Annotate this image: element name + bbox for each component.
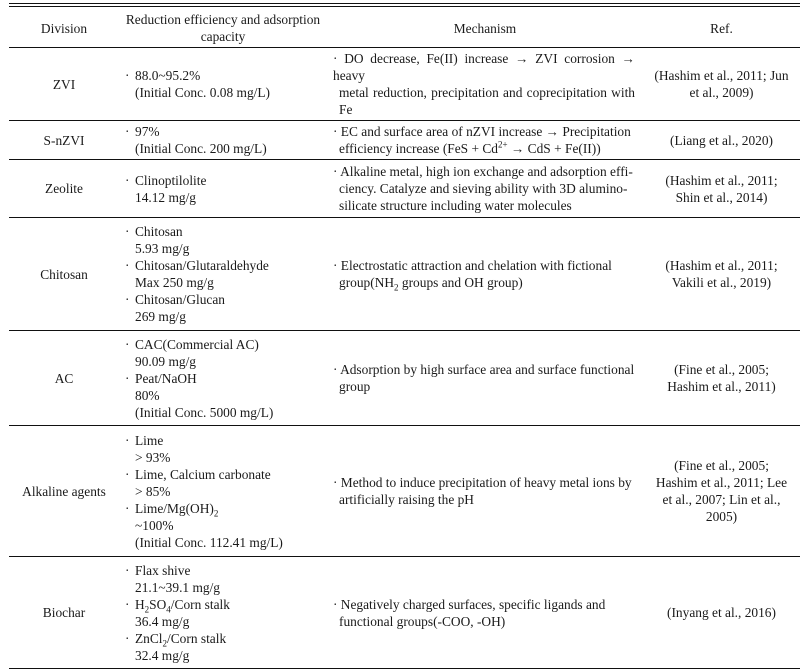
ref-cell: (Inyang et al., 2016) — [643, 557, 800, 669]
mechanism-cell: · Adsorption by high surface area and surface functional group — [327, 331, 643, 426]
mechanism-cell: · EC and surface area of nZVI increase → Precipitation efficiency increase ($FeS + Cd^{2+}$ → CdS + Fe(II)) — [327, 121, 643, 160]
list-item: · 97% — [125, 124, 160, 139]
table — [9, 7, 800, 669]
efficiency-cell: · 88.0~95.2% (Initial Conc. 0.08 mg/L) — [119, 48, 327, 121]
efficiency-cell: · Lime > 93% · Lime, Calcium carbonate > 85% · Lime/$Mg(OH)_2$ ~100% (Initial Conc. 112.41 mg/L) — [119, 426, 327, 557]
header-ref: Ref. — [643, 7, 800, 48]
ref-cell: (Fine et al., 2005; Hashim et al., 2011) — [643, 331, 800, 426]
list-item: · Lime — [125, 432, 164, 448]
ref-cell: (Liang et al., 2020) — [643, 121, 800, 160]
division-cell: Chitosan — [9, 218, 119, 331]
list-item: · Lime/$Mg(OH)_2$ — [125, 500, 219, 519]
ref-cell: (Hashim et al., 2011; Jun et al., 2009) — [643, 48, 800, 121]
list-item: · Clinoptilolite — [125, 172, 207, 188]
table-row-alkaline-agents — [9, 426, 800, 557]
table-row-zeolite — [9, 160, 800, 218]
mechanism-cell: · DO decrease, Fe(II) increase → ZVI corrosion → heavy metal reduction, precipitation and coprecipitation with Fe — [327, 48, 643, 121]
division-cell: Biochar — [9, 557, 119, 669]
efficiency-cell: · Chitosan 5.93 mg/g · Chitosan/Glutaraldehyde Max 250 mg/g · Chitosan/Glucan 269 mg/g — [119, 218, 327, 331]
header-mechanism: Mechanism — [327, 7, 643, 48]
efficiency-cell: · Clinoptilolite 14.12 mg/g — [119, 160, 327, 218]
division-cell: ZVI — [9, 48, 119, 121]
division-cell: Alkaline agents — [9, 426, 119, 557]
efficiency-cell: · 97% (Initial Conc. 200 mg/L) — [119, 121, 327, 160]
comparison-table — [9, 3, 800, 669]
list-item: · $H_2SO_4$/Corn stalk — [125, 596, 230, 615]
ref-cell: (Hashim et al., 2011; Vakili et al., 2019) — [643, 218, 800, 331]
list-item: · ZnCl$_2$/Corn stalk — [125, 630, 227, 649]
list-item: · Chitosan — [125, 224, 183, 239]
list-item: · Peat/NaOH — [125, 370, 197, 386]
list-item: · Chitosan/Glutaraldehyde — [125, 258, 269, 273]
header-row — [9, 7, 800, 48]
list-item: · Flax shive — [125, 562, 191, 578]
table-row-biochar — [9, 557, 800, 669]
table-row-zvi — [9, 48, 800, 121]
mechanism-cell: · Negatively charged surfaces, specific ligands and functional groups(-COO, -OH) — [327, 557, 643, 669]
list-item: · CAC(Commercial AC) — [125, 336, 259, 352]
efficiency-cell: · Flax shive 21.1~39.1 mg/g · $H_2SO_4$/Corn stalk 36.4 mg/g · ZnCl$_2$/Corn stalk 32.4 mg/g — [119, 557, 327, 669]
division-cell: AC — [9, 331, 119, 426]
mechanism-cell: · Alkaline metal, high ion exchange and adsorption effi- ciency. Catalyze and sieving ability with 3D alumino- silicate structure including water molecules — [327, 160, 643, 218]
ref-cell: (Hashim et al., 2011; Shin et al., 2014) — [643, 160, 800, 218]
list-item: · 88.0~95.2% — [125, 68, 201, 83]
list-item: · Lime, Calcium carbonate — [125, 466, 271, 482]
list-item: · Chitosan/Glucan — [125, 292, 226, 307]
header-division: Division — [9, 7, 119, 48]
mechanism-cell: · Method to induce precipitation of heavy metal ions by artificially raising the pH — [327, 426, 643, 557]
mechanism-cell: · Electrostatic attraction and chelation with fictional $group(NH_2$ groups and OH group) — [327, 218, 643, 331]
table-row-ac — [9, 331, 800, 426]
ref-cell: (Fine et al., 2005; Hashim et al., 2011; Lee et al., 2007; Lin et al., 2005) — [643, 426, 800, 557]
table-row-snzvi — [9, 121, 800, 160]
header-efficiency: Reduction efficiency and adsorption capacity — [119, 7, 327, 48]
table-row-chitosan — [9, 218, 800, 331]
efficiency-cell: · CAC(Commercial AC) 90.09 mg/g · Peat/NaOH 80% (Initial Conc. 5000 mg/L) — [119, 331, 327, 426]
division-cell: Zeolite — [9, 160, 119, 218]
division-cell: S-nZVI — [9, 121, 119, 160]
